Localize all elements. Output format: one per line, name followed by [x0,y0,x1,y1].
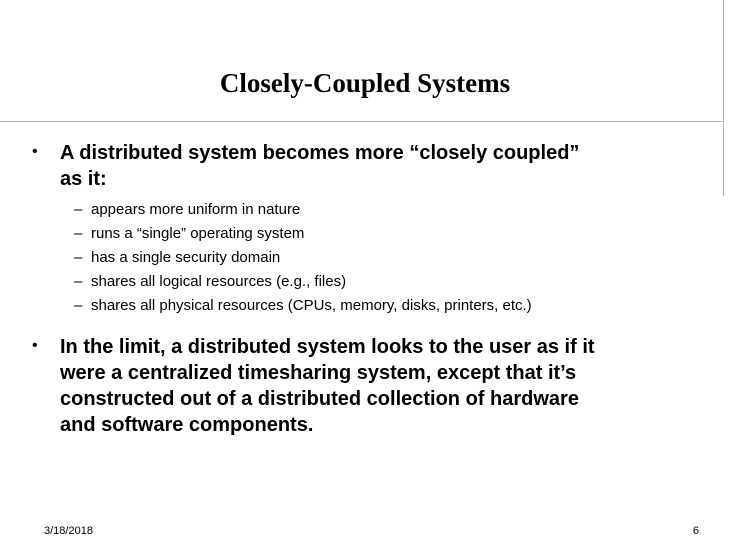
subpoint-text: shares all logical resources (e.g., files) [91,273,347,290]
dash-icon: – [74,225,83,242]
dash-icon: – [74,249,83,266]
bullet-point-2-line: and software components. [60,414,314,436]
dash-icon: – [74,297,83,314]
footer-date: 3/18/2018 [44,525,93,537]
bullet-point-2-line: were a centralized timesharing system, except that it’s [60,362,577,384]
subpoint-text: has a single security domain [91,249,281,266]
subpoint [74,294,532,318]
bullet-point-2-line: In the limit, a distributed system looks to the user as if it [60,336,595,358]
dash-icon: – [74,273,83,290]
slide-title: Closely-Coupled Systems [219,68,511,98]
subpoint [74,270,532,294]
bullet-point-1-line: A distributed system becomes more “closely coupled” [60,142,580,164]
subpoint-text: shares all physical resources (CPUs, memory, disks, printers, etc.) [91,297,532,314]
bullet-point-2 [60,334,710,438]
subpoint-text: appears more uniform in nature [91,201,301,218]
subpoint [74,222,532,246]
bullet-point-1 [60,140,710,192]
page-number: 6 [692,525,699,537]
bullet-point-2-line: constructed out of a distributed collection of hardware [60,388,579,410]
bullet-point-1-line: as it: [60,168,107,190]
dash-icon: – [74,201,83,218]
subpoint-list [74,198,532,318]
subpoint-text: runs a “single” operating system [91,225,305,242]
title-divider [0,121,724,122]
subpoint [74,246,532,270]
bullet-icon: • [32,143,38,160]
subpoint [74,198,532,222]
vertical-accent-line [723,0,724,196]
bullet-icon: • [32,337,38,354]
